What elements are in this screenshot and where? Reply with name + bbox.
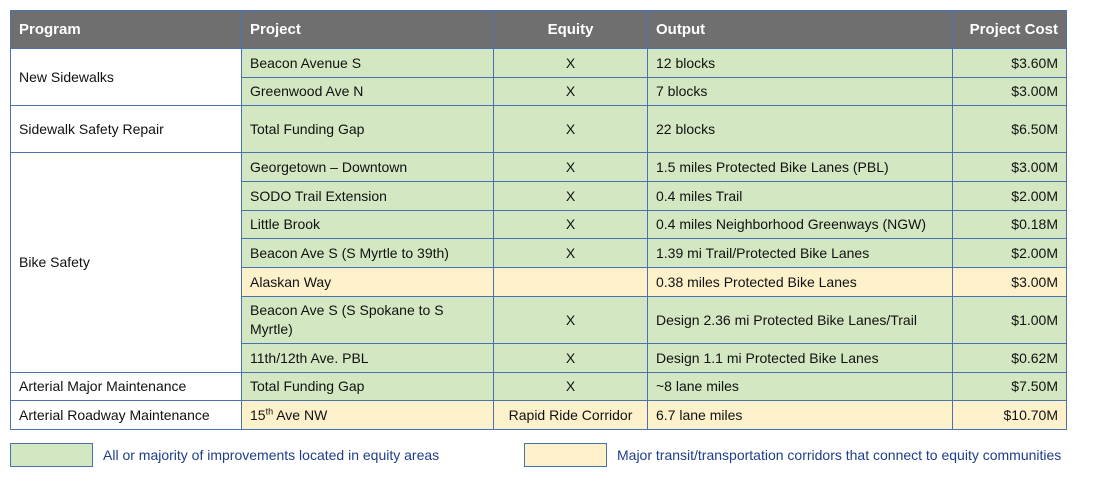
equity-cell: Rapid Ride Corridor xyxy=(494,401,648,430)
project-cell: Greenwood Ave N xyxy=(242,78,494,106)
equity-cell: X xyxy=(494,297,648,344)
equity-cell: X xyxy=(494,106,648,153)
ordinal-suffix: th xyxy=(265,405,274,416)
header-project: Project xyxy=(242,11,494,49)
equity-cell: X xyxy=(494,373,648,401)
project-cell: Beacon Ave S (S Myrtle to 39th) xyxy=(242,239,494,268)
cost-cell: $1.00M xyxy=(953,297,1067,344)
legend-yellow-swatch xyxy=(524,443,607,467)
cost-cell: $2.00M xyxy=(953,182,1067,211)
cost-cell: $6.50M xyxy=(953,106,1067,153)
project-cell: Little Brook xyxy=(242,211,494,239)
cost-cell: $3.00M xyxy=(953,153,1067,182)
output-cell: 1.39 mi Trail/Protected Bike Lanes xyxy=(648,239,953,268)
output-cell: 7 blocks xyxy=(648,78,953,106)
header-row xyxy=(11,11,1067,49)
legend-yellow-label: Major transit/transportation corridors that connect to equity communities xyxy=(617,447,1062,463)
output-cell: 12 blocks xyxy=(648,49,953,78)
equity-cell: X xyxy=(494,239,648,268)
header-program: Program xyxy=(11,11,242,49)
equity-cell: X xyxy=(494,78,648,106)
header-cost: Project Cost xyxy=(953,11,1067,49)
project-number: 15 xyxy=(250,406,266,423)
equity-cell: X xyxy=(494,182,648,211)
project-cell xyxy=(242,401,494,430)
output-cell: Design 1.1 mi Protected Bike Lanes xyxy=(648,344,953,373)
equity-cell: X xyxy=(494,153,648,182)
program-cell: Arterial Major Maintenance xyxy=(11,373,242,401)
output-cell: 0.4 miles Neighborhood Greenways (NGW) xyxy=(648,211,953,239)
cost-cell: $0.18M xyxy=(953,211,1067,239)
program-cell: New Sidewalks xyxy=(11,49,242,106)
legend-green-label: All or majority of improvements located in equity areas xyxy=(103,447,440,463)
header-equity: Equity xyxy=(494,11,648,49)
project-cell: 11th/12th Ave. PBL xyxy=(242,344,494,373)
table-row xyxy=(11,373,1067,401)
cost-cell: $0.62M xyxy=(953,344,1067,373)
project-rest: Ave NW xyxy=(273,406,328,423)
table-row xyxy=(11,401,1067,430)
funding-table xyxy=(10,10,1067,430)
project-cell: Total Funding Gap xyxy=(242,373,494,401)
project-cell: SODO Trail Extension xyxy=(242,182,494,211)
cost-cell: $2.00M xyxy=(953,239,1067,268)
output-cell: 6.7 lane miles xyxy=(648,401,953,430)
project-cell: Beacon Avenue S xyxy=(242,49,494,78)
legend-equity-areas xyxy=(10,443,439,467)
cost-cell: $7.50M xyxy=(953,373,1067,401)
cost-cell: $3.00M xyxy=(953,268,1067,297)
cost-cell: $3.60M xyxy=(953,49,1067,78)
cost-cell: $10.70M xyxy=(953,401,1067,430)
cost-cell: $3.00M xyxy=(953,78,1067,106)
output-cell: Design 2.36 mi Protected Bike Lanes/Trail xyxy=(648,297,953,344)
project-cell: Beacon Ave S (S Spokane to S Myrtle) xyxy=(242,297,494,344)
header-output: Output xyxy=(648,11,953,49)
table-row xyxy=(11,153,1067,182)
program-cell: Bike Safety xyxy=(11,153,242,373)
project-cell: Total Funding Gap xyxy=(242,106,494,153)
project-cell: Georgetown – Downtown xyxy=(242,153,494,182)
table-row xyxy=(11,106,1067,153)
equity-cell xyxy=(494,268,648,297)
equity-cell: X xyxy=(494,211,648,239)
table-row xyxy=(11,49,1067,78)
output-cell: 0.4 miles Trail xyxy=(648,182,953,211)
legend-green-swatch xyxy=(10,443,93,467)
output-cell: ~8 lane miles xyxy=(648,373,953,401)
output-cell: 1.5 miles Protected Bike Lanes (PBL) xyxy=(648,153,953,182)
program-cell: Arterial Roadway Maintenance xyxy=(11,401,242,430)
project-cell: Alaskan Way xyxy=(242,268,494,297)
output-cell: 0.38 miles Protected Bike Lanes xyxy=(648,268,953,297)
program-cell: Sidewalk Safety Repair xyxy=(11,106,242,153)
equity-cell: X xyxy=(494,344,648,373)
equity-cell: X xyxy=(494,49,648,78)
legend-transit-corridors xyxy=(524,443,1061,467)
output-cell: 22 blocks xyxy=(648,106,953,153)
